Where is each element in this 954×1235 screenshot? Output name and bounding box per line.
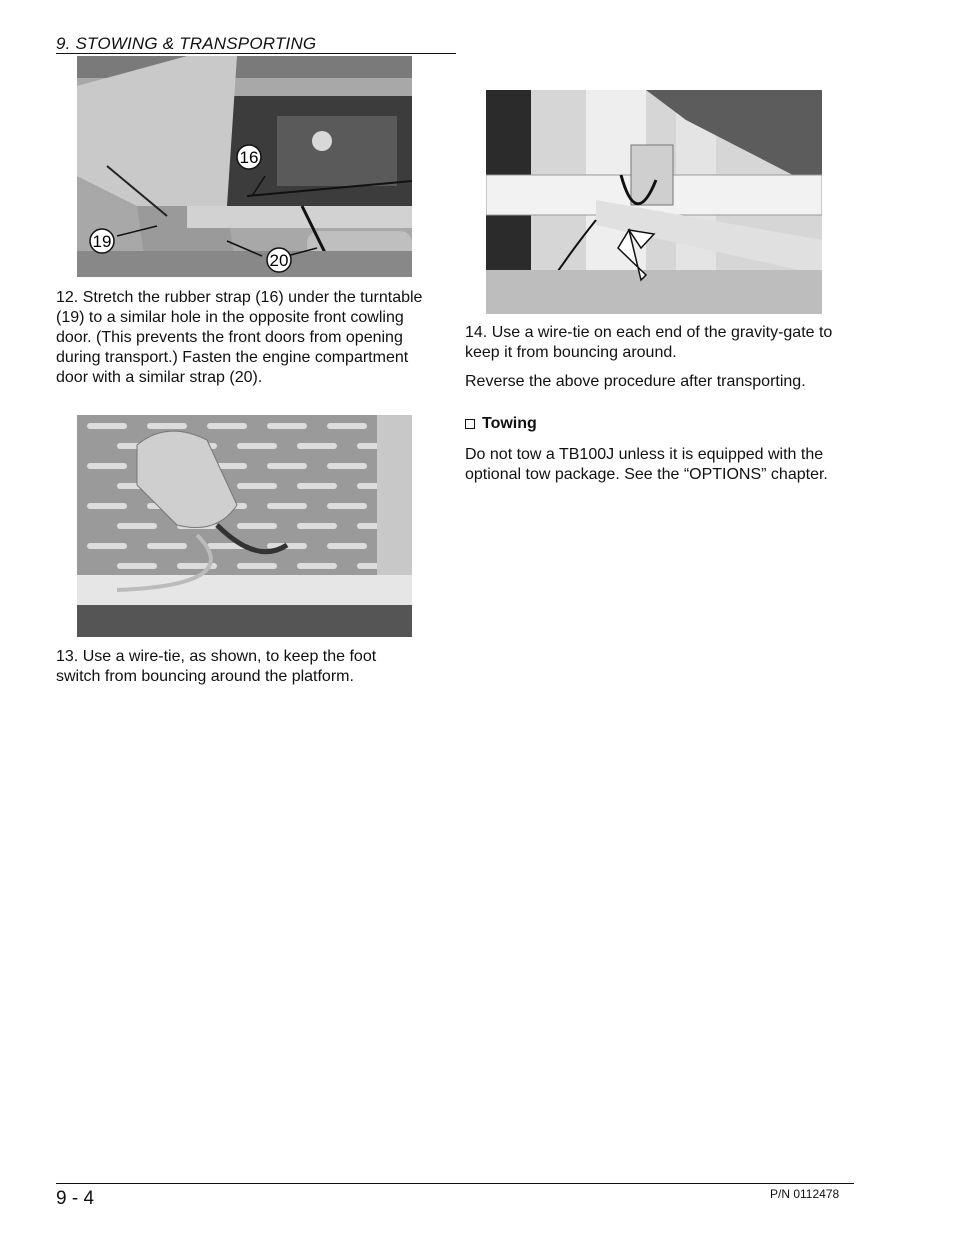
header-rule	[56, 53, 456, 54]
callout-20-label: 20	[269, 251, 289, 270]
reverse-procedure-text: Reverse the above procedure after transporting.	[465, 373, 806, 390]
footer-rule	[56, 1183, 854, 1184]
step-12-text: 12. Stretch the rubber strap (16) under the turntable (19) to a similar hole in the opposite front cowling door. (This prevents the front doors from opening during transport.) Fasten the engine compartment door with a similar strap (20).	[56, 289, 423, 386]
photo-turntable-graphic	[77, 56, 412, 277]
callout-16-label: 16	[239, 148, 259, 167]
towing-body-text: Do not tow a TB100J unless it is equipped with the optional tow package. See the “OPTIONS” chapter.	[465, 446, 828, 483]
towing-heading	[465, 415, 537, 433]
step-13-text: 13. Use a wire-tie, as shown, to keep the foot switch from bouncing around the platform.	[56, 648, 377, 685]
page-number: 9 - 4	[56, 1188, 95, 1209]
section-title: 9. STOWING & TRANSPORTING	[56, 34, 317, 53]
checkbox-icon	[465, 419, 475, 429]
photo-gravity-gate	[486, 90, 822, 314]
photo-foot-switch-graphic	[77, 415, 412, 637]
callout-19-label: 19	[92, 232, 112, 251]
photo-foot-switch	[77, 415, 412, 637]
photo-gravity-gate-graphic	[486, 90, 822, 314]
photo-turntable-strap	[77, 56, 412, 277]
step-14-text: 14. Use a wire-tie on each end of the gravity-gate to keep it from bouncing around.	[465, 324, 833, 361]
part-number: P/N 0112478	[770, 1187, 840, 1201]
towing-heading-label: Towing	[482, 415, 537, 432]
